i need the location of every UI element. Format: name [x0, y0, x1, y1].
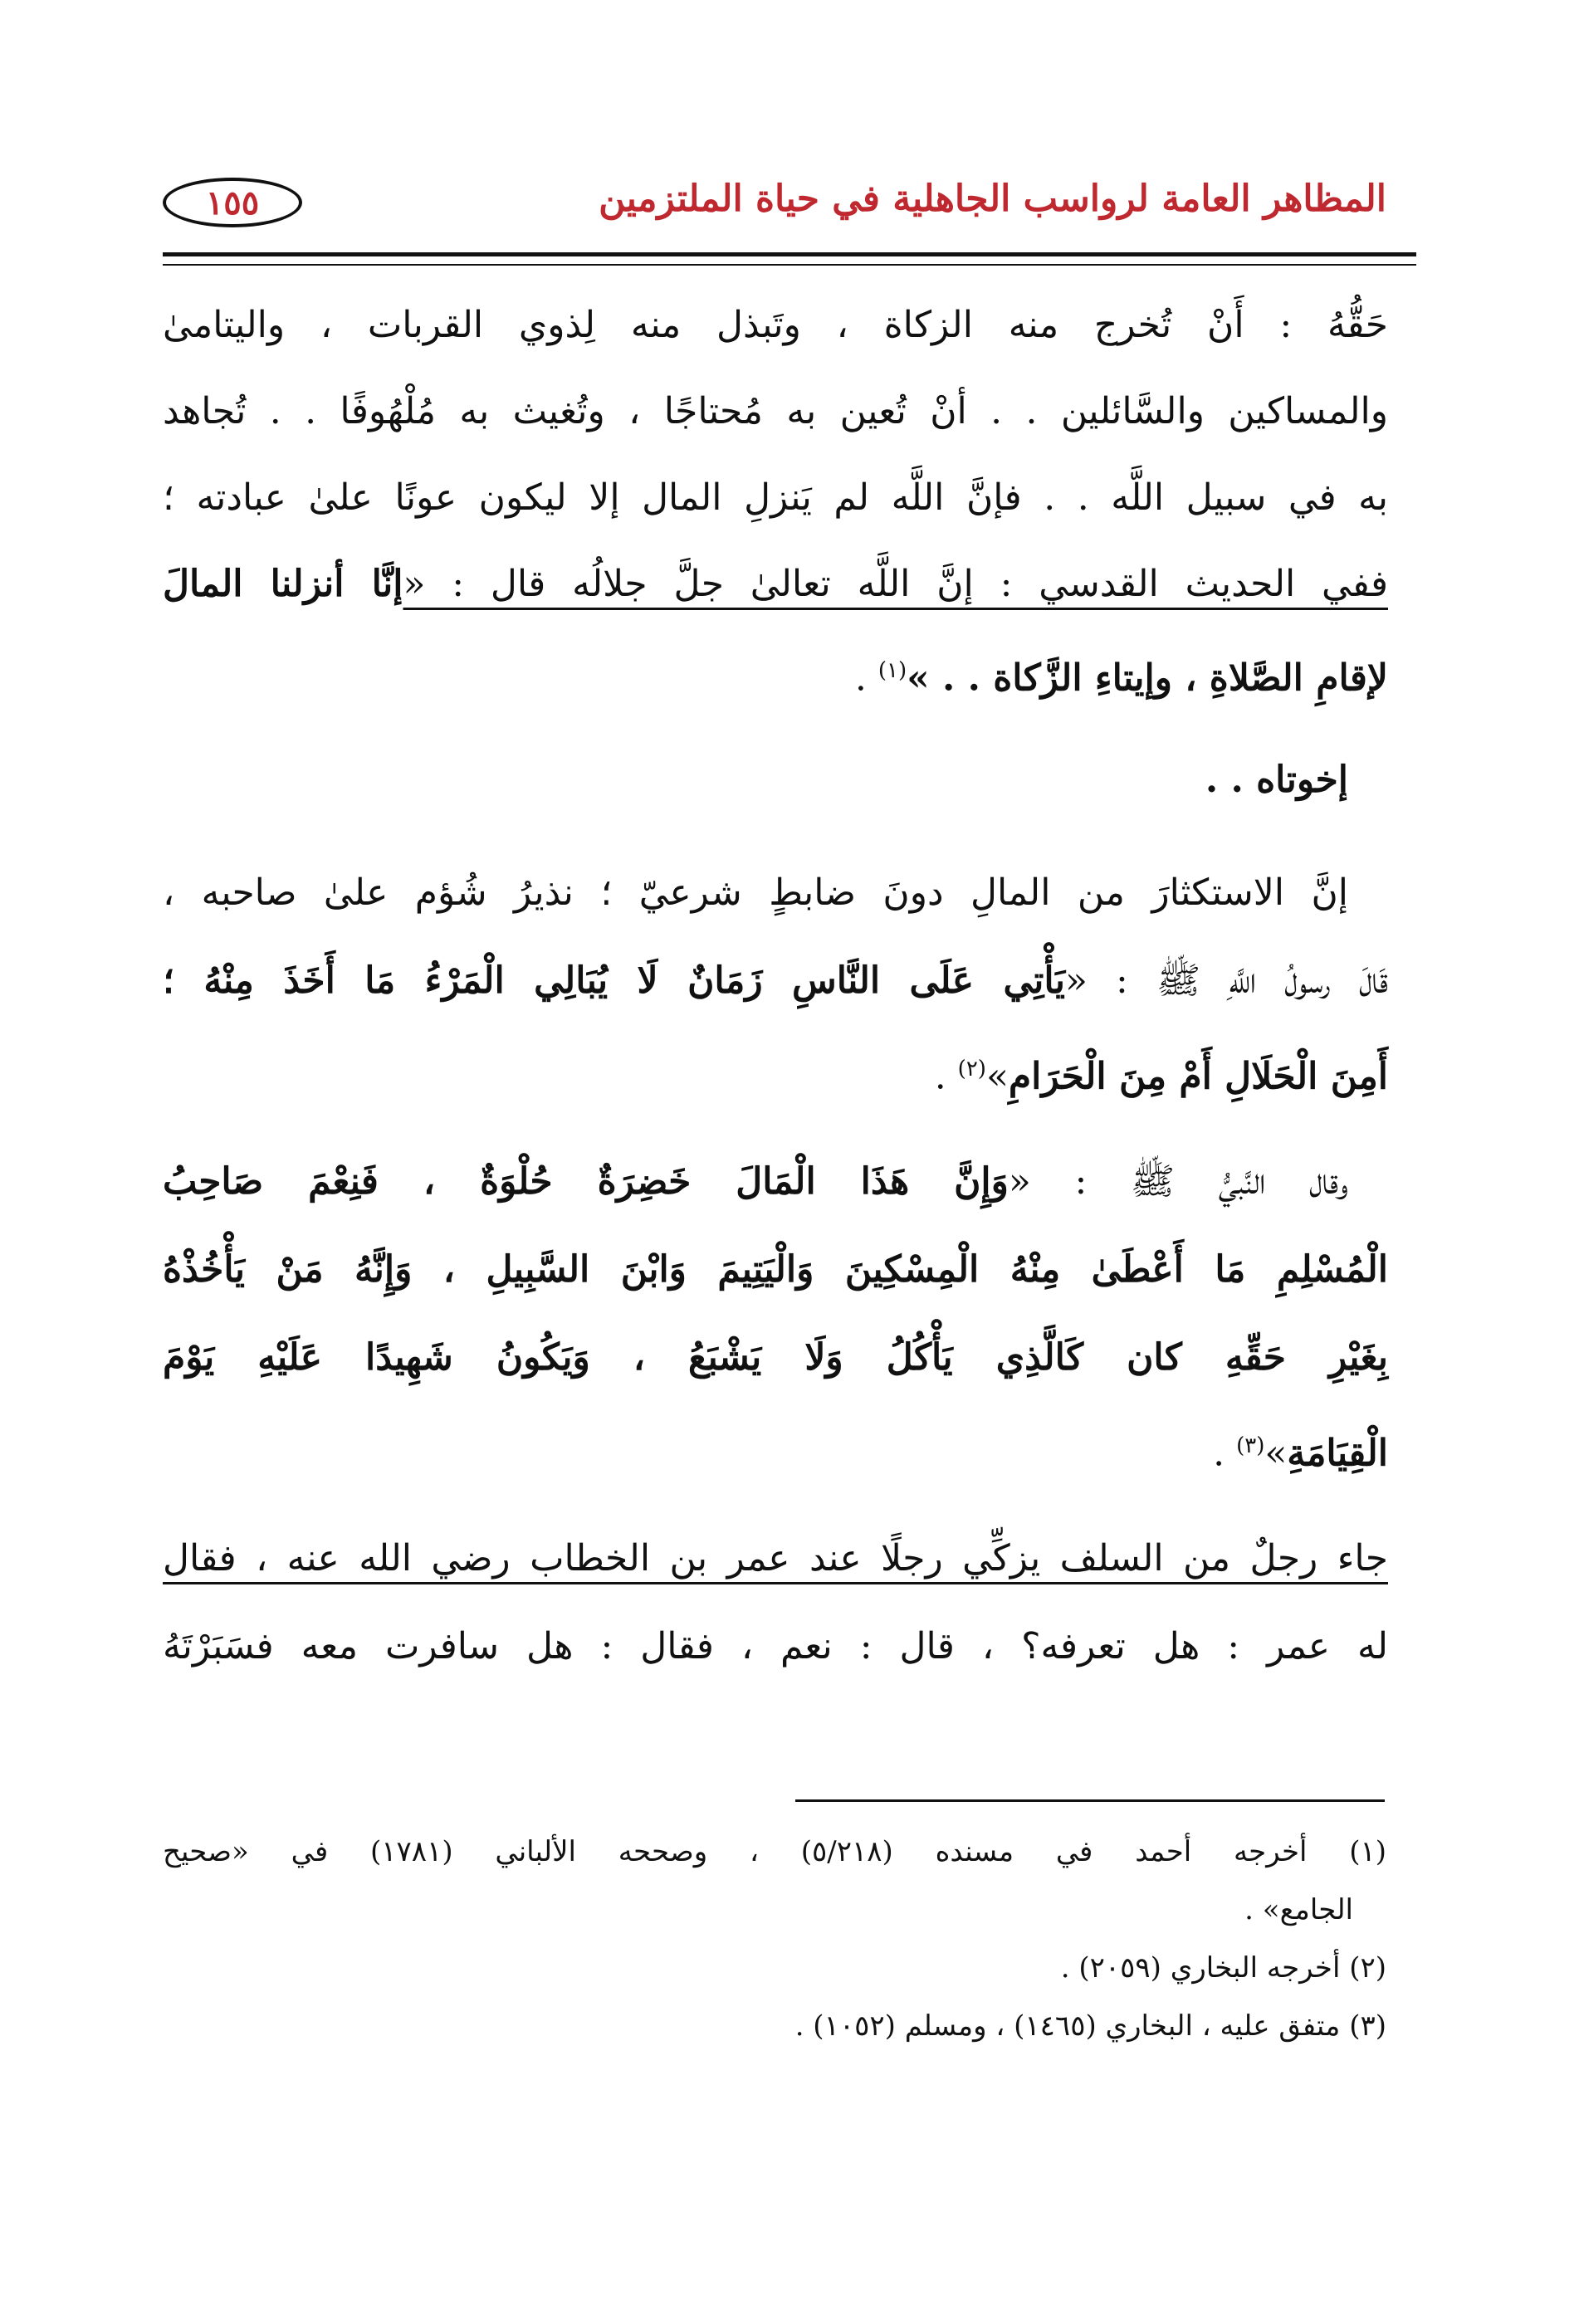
prophet-saying-intro: قَالَ رسولُ اللَّهِ ﷺ : « — [1065, 959, 1388, 1002]
page-number-badge — [163, 178, 302, 227]
header-rule-thick — [163, 252, 1416, 256]
footnote-marker-3: (٣) — [1236, 1433, 1265, 1458]
paragraph-3-line-1 — [163, 1155, 1348, 1208]
paragraph-1-line-3: به في سبيل اللَّه . . فإنَّ اللَّه لم يَنزلِ المال إلا ليكون عونًا علىٰ عبادته ؛ — [163, 476, 1388, 519]
hadith-1-text: يَأْتِي عَلَى النَّاسِ زَمَانٌ لَا يُبَالِي الْمَرْءُ مَا أَخَذَ مِنْهُ ؛ — [163, 959, 1066, 1002]
section-heading: إخوتاه . . — [1205, 759, 1348, 801]
footnote-marker-2: (٢) — [957, 1057, 986, 1081]
paragraph-2-line-2 — [163, 954, 1388, 1008]
hadith-2-text: وَإِنَّ هَذَا الْمَالَ خَضِرَةٌ حُلْوَةٌ ، فَنِعْمَ صَاحِبُ — [163, 1160, 1009, 1203]
header-rule-thin — [163, 264, 1416, 266]
paragraph-1-line-1: حَقُّهُ : أَنْ تُخرج منه الزكاة ، وتَبذل منه لِذوي القربات ، واليتامىٰ — [163, 304, 1388, 346]
footnote-3: (٣) متفق عليه ، البخاري (١٤٦٥) ، ومسلم (١٠٥٢) . — [794, 2009, 1386, 2043]
footnote-2: (٢) أخرجه البخاري (٢٠٥٩) . — [1060, 1951, 1386, 1985]
paragraph-1-line-2: والمساكين والسَّائلين . . أنْ تُعين به مُحتاجًا ، وتُغيث به مُلْهُوفًا . . تُجاهد — [163, 390, 1388, 432]
paragraph-2-line-1: إنَّ الاستكثارَ من المالِ دونَ ضابطٍ شرعيّ ؛ نذيرُ شُؤم علىٰ صاحبه ، — [163, 872, 1348, 914]
prophet-saying-intro-2: وقال النَّبيُّ ﷺ : « — [1008, 1160, 1348, 1203]
paragraph-1-line-4 — [163, 558, 1388, 611]
sentence-end: . — [1213, 1432, 1237, 1475]
paragraph-2-line-3 — [935, 1042, 1388, 1104]
paragraph-3-line-2: الْمُسْلِمِ مَا أَعْطَىٰ مِنْهُ الْمِسْكِينَ وَالْيَتِيمَ وَابْنَ السَّبِيلِ ، وَإِنَّهُ مَنْ يَأْخُذْهُ — [163, 1248, 1388, 1291]
footnote-1-line-2: الجامع» . — [1244, 1893, 1353, 1926]
sentence-end: . — [934, 1055, 958, 1098]
quote-close: » — [985, 1055, 1009, 1098]
sentence-end: . — [854, 657, 878, 700]
footnote-marker-1: (١) — [877, 658, 907, 683]
hadith-2-end: الْقِيَامَةِ — [1287, 1432, 1388, 1475]
paragraph-1-line-5 — [855, 644, 1388, 706]
hadith-qudsi-end: لإقامِ الصَّلاةِ ، وإيتاءِ الزَّكاة . . » — [907, 657, 1388, 700]
hadith-intro: ففي الحديث القدسي : إنَّ اللَّه تعالىٰ جلَّ جلالُه قال : « — [403, 563, 1388, 605]
footnote-separator — [795, 1799, 1385, 1802]
running-title: المظاهر العامة لرواسب الجاهلية في حياة الملتزمين — [599, 178, 1386, 220]
page-number: ١٥٥ — [205, 183, 260, 222]
paragraph-3-line-3: بِغَيْرِ حَقِّهِ كان كَالَّذِي يَأْكُلُ وَلَا يَشْبَعُ ، وَيَكُونُ شَهِيدًا عَلَيْهِ يَوْمَ — [163, 1336, 1388, 1379]
footnote-1-line-1: (١) أخرجه أحمد في مسنده (٥/٢١٨) ، وصححه الألباني (١٧٨١) في «صحيح — [163, 1835, 1386, 1868]
hadith-qudsi-text: إنَّا أنزلنا المالَ — [163, 563, 403, 605]
quote-close: » — [1264, 1432, 1288, 1475]
paragraph-4-line-1: جاء رجلٌ من السلف يزكِّي رجلًا عند عمر بن الخطاب رضي الله عنه ، فقال — [163, 1537, 1388, 1579]
paragraph-4-line-2: له عمر : هل تعرفه؟ ، قال : نعم ، فقال : هل سافرت معه فسَبَرْتَهُ — [163, 1625, 1388, 1667]
hadith-1-end: أَمِنَ الْحَلَالِ أَمْ مِنَ الْحَرَامِ — [1008, 1055, 1388, 1098]
paragraph-3-line-4 — [1213, 1419, 1388, 1481]
